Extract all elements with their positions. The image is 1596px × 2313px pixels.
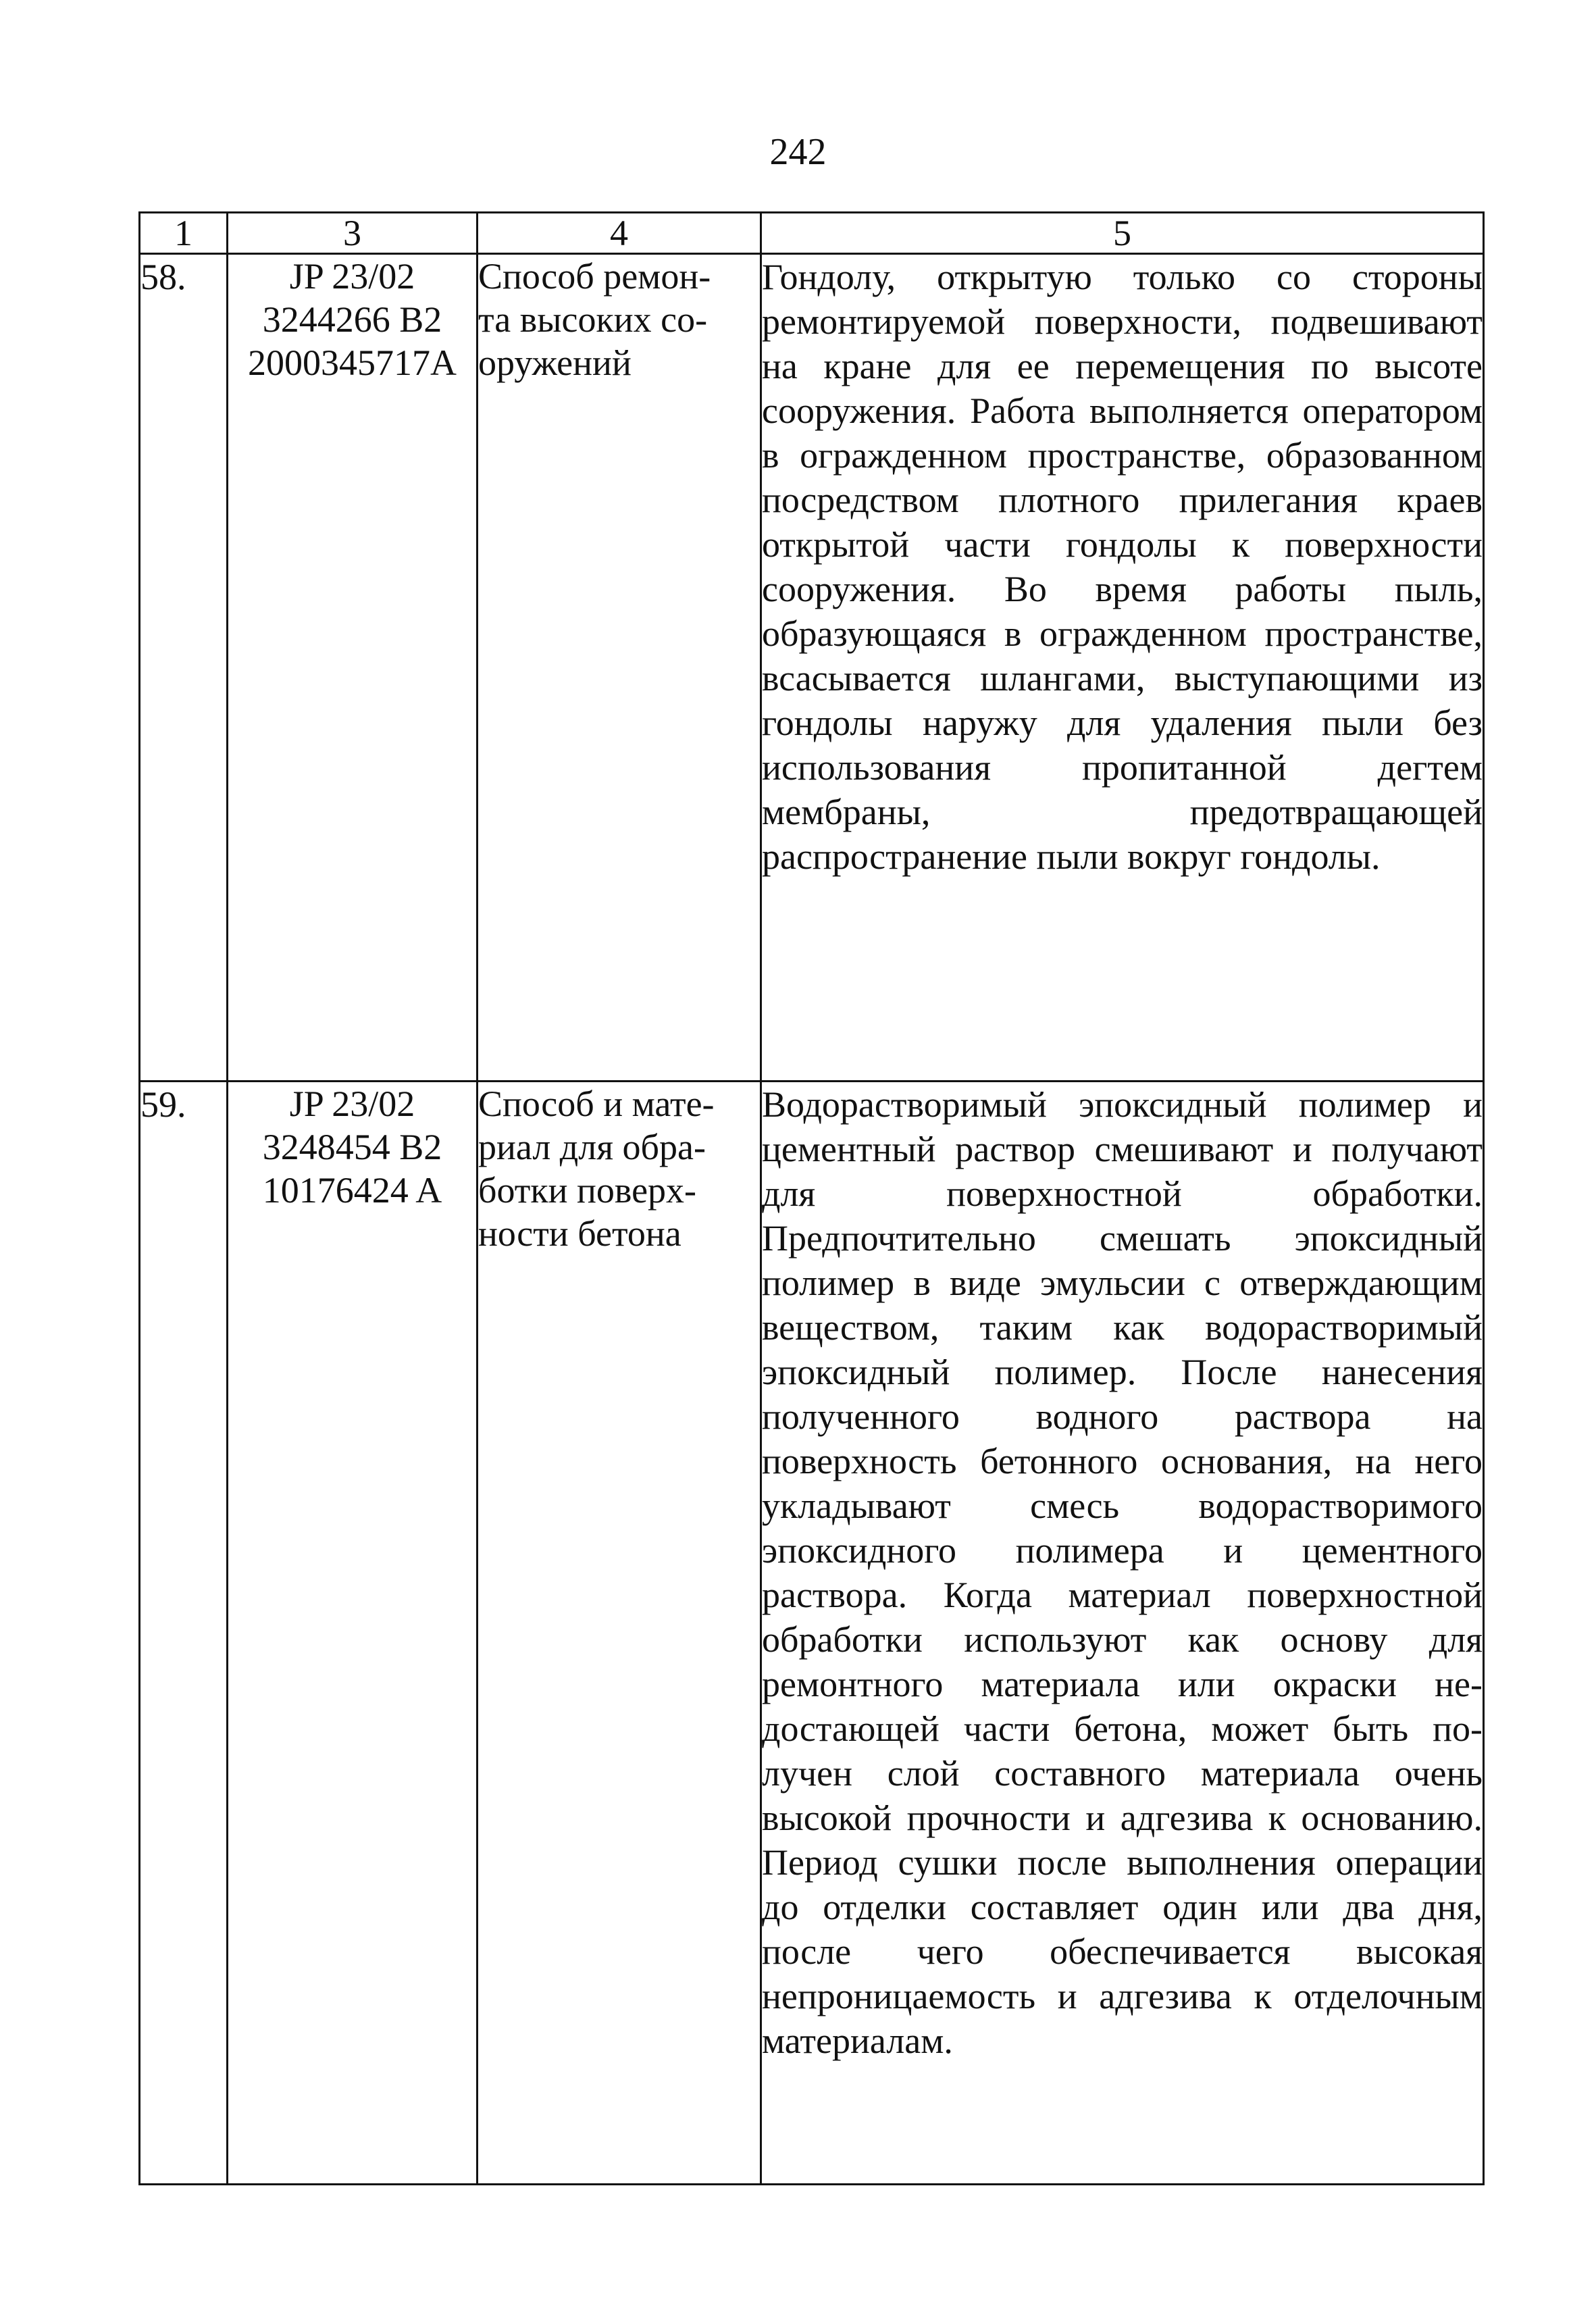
column-header-4: 4 [478, 213, 761, 254]
invention-name-line: та высоких со- [478, 299, 708, 340]
invention-name-line: Способ и мате- [478, 1084, 715, 1124]
patent-number-line: JP 23/02 [289, 256, 415, 297]
invention-description: Гондолу, открытую только со стороны ремонтируемой поверхности, подвешивают на кране для ее перемещения по высоте сооружения. Работа выполняется оператором в огражденном пространстве, образованном посредством плотного прилегания краев открытой части гондолы к поверхности сооружения. Во время работы пыль, образующаяся в огражденном пространстве, всасывается шлангами, выступающими из гондолы наружу для удаления пыли без использования пропитанной дегтем мембраны, предотвращающей распространение пыли вокруг гондолы. [761, 254, 1484, 1082]
invention-name [478, 1082, 761, 2185]
table-row [140, 254, 1484, 1082]
patent-number-line: 2000345717A [248, 342, 457, 383]
column-header-1: 1 [140, 213, 228, 254]
invention-name-line: ности бетона [478, 1213, 681, 1254]
patent-number-line: 3248454 B2 [262, 1127, 442, 1167]
patent-number [228, 1082, 478, 2185]
patent-table [138, 211, 1485, 2185]
invention-name-line: Способ ремон- [478, 256, 711, 297]
table-header-row [140, 213, 1484, 254]
row-number: 59. [140, 1082, 228, 2185]
table-row [140, 1082, 1484, 2185]
page-number: 242 [769, 131, 827, 173]
patent-number-line: 3244266 B2 [262, 299, 442, 340]
patent-number-line: JP 23/02 [289, 1084, 415, 1124]
column-header-5: 5 [761, 213, 1484, 254]
column-header-3: 3 [228, 213, 478, 254]
patent-number [228, 254, 478, 1082]
invention-name-line: оружений [478, 342, 632, 383]
invention-description: Водорастворимый эпоксидный полимер и цементный раствор смешивают и получают для поверхностной обработки. Предпочтительно смешать эпоксидный полимер в виде эмульсии с отверждающим веществом, таким как водорастворимый эпоксидный полимер. После нанесения полученного водного раствора на поверхность бетонного основания, на него укладывают смесь водорастворимого эпоксидного полимера и цементного раствора. Когда материал поверхностной обработки используют как основу для ремонтного материала или окраски недостающей части бетона, может быть получен слой составного материала очень высокой прочности и адгезива к основанию. Период сушки после выполнения операции до отделки составляет один или два дня, после чего обеспечивается высокая непроницаемость и адгезива к отделочным материалам. [761, 1082, 1484, 2185]
row-number: 58. [140, 254, 228, 1082]
invention-name-line: риал для обра- [478, 1127, 706, 1167]
invention-name [478, 254, 761, 1082]
invention-name-line: ботки поверх- [478, 1170, 697, 1211]
patent-number-line: 10176424 A [262, 1170, 442, 1211]
